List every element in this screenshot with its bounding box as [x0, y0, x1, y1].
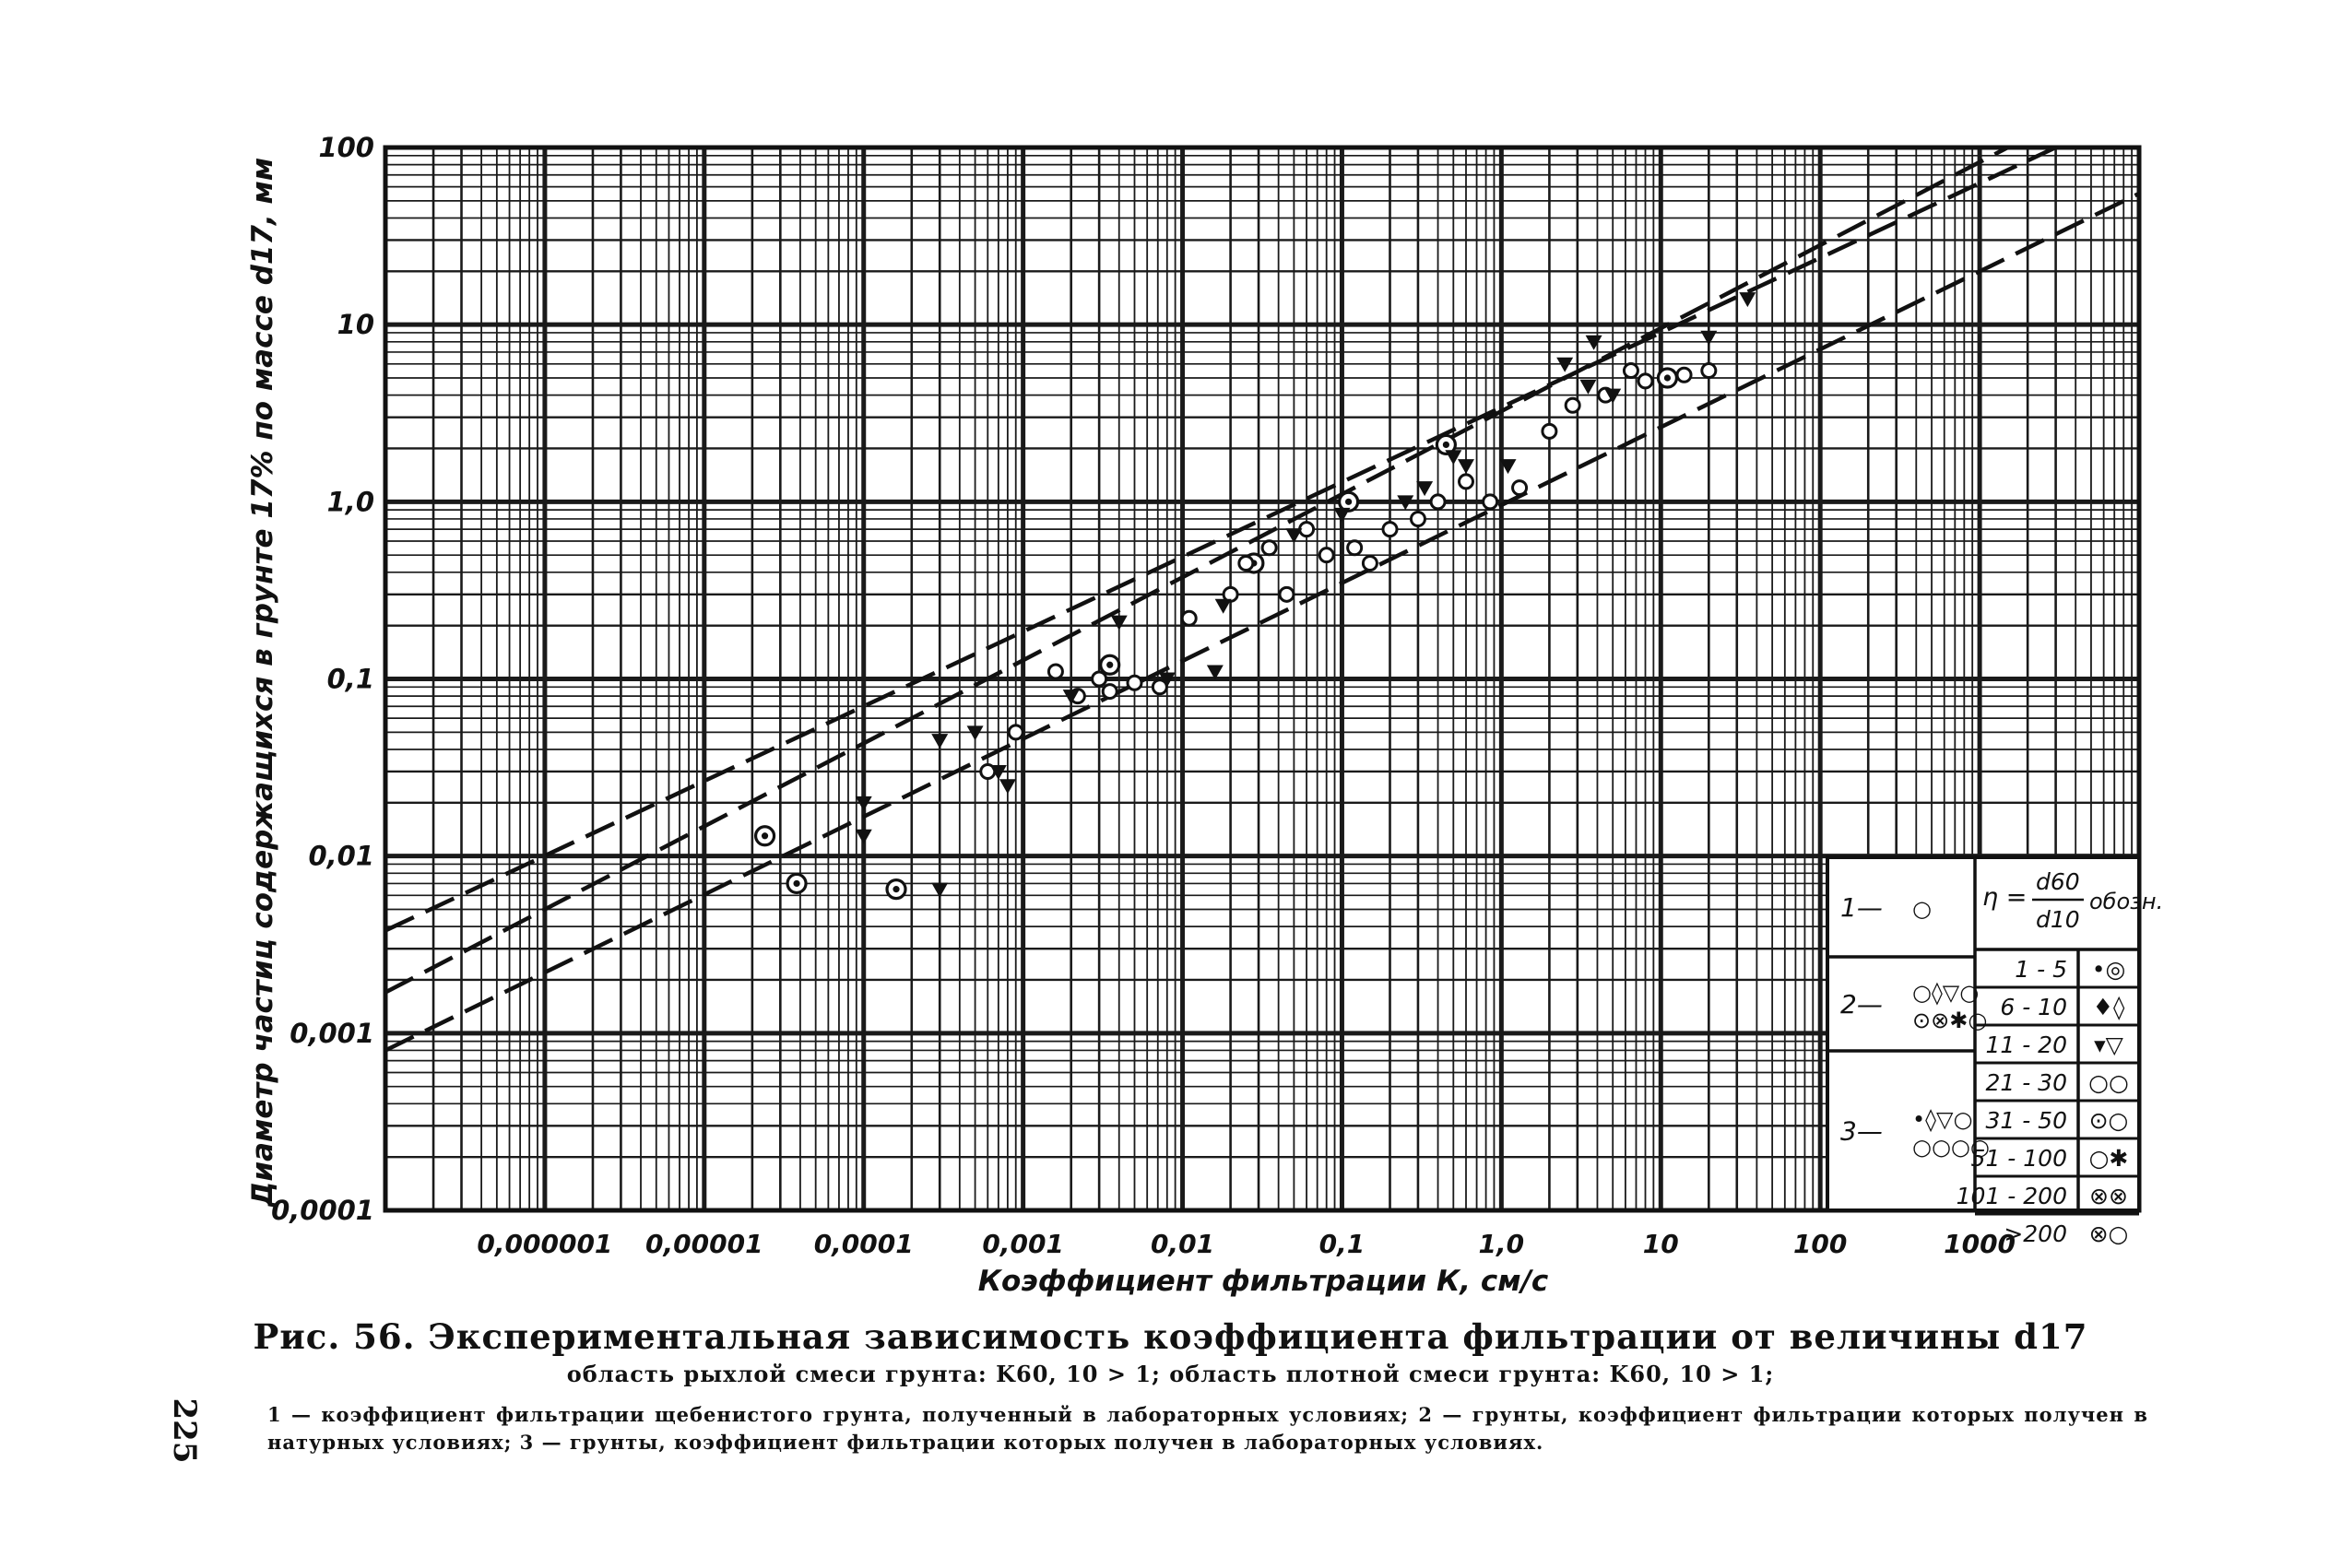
figure-caption-notes: 1 — коэффициент фильтрации щебенистого грунта, полученный в лабораторных условиях; 2 — грунты, коэффициент фильтрации которых получен в натурных условиях; 3 — грунты, коэффициент фильтрации которых получен в лабораторных условиях.: [267, 1403, 2148, 1454]
marker-circle: [1702, 364, 1716, 378]
legend-row-symbol: •◎: [2091, 956, 2126, 983]
marker-triangle: [967, 725, 984, 740]
marker-triangle: [1445, 450, 1461, 465]
marker-circle: [1543, 424, 1556, 438]
marker-dot: [1345, 499, 1352, 505]
page-number: 225: [166, 1397, 203, 1464]
data-point: [1556, 358, 1573, 372]
legend-group-markers: ○◊▽○: [1912, 980, 1980, 1006]
data-point: [1445, 450, 1461, 465]
marker-circle: [1460, 475, 1473, 489]
marker-circle: [1677, 368, 1691, 382]
data-point: [787, 874, 806, 892]
marker-circle: [1411, 512, 1425, 525]
data-point: [1579, 380, 1596, 395]
legend: [1827, 857, 2163, 1247]
legend-group-label: 1—: [1840, 892, 1883, 923]
legend-row-symbol: ○○: [2088, 1069, 2129, 1096]
y-tick-label: 0,1: [326, 663, 374, 695]
data-point: [1431, 495, 1445, 509]
legend-header-numerator: d60: [2036, 868, 2080, 895]
data-point: [1658, 369, 1676, 387]
legend-row-range: 6 - 10: [2000, 994, 2067, 1020]
x-tick-label: 0,000001: [477, 1229, 613, 1259]
x-tick-label: 0,00001: [645, 1229, 763, 1259]
marker-triangle: [856, 830, 872, 844]
marker-circle: [1262, 541, 1276, 555]
legend-group-markers: ⊙⊗✱○: [1912, 1008, 1988, 1033]
marker-dot: [1443, 442, 1449, 448]
marker-dot: [762, 832, 768, 839]
data-point: [1128, 676, 1141, 690]
data-point: [1638, 374, 1652, 388]
data-point: [887, 880, 905, 899]
y-tick-label: 0,0001: [271, 1195, 374, 1226]
marker-circle: [1182, 611, 1196, 625]
data-point: [1280, 587, 1294, 601]
marker-triangle: [1458, 459, 1474, 474]
y-tick-label: 0,01: [308, 840, 374, 872]
data-point: [1093, 672, 1106, 686]
data-point: [756, 827, 774, 845]
data-point: [1111, 616, 1128, 631]
marker-circle: [1431, 495, 1445, 509]
legend-row-range: 101 - 200: [1956, 1183, 2067, 1209]
data-point: [1363, 556, 1377, 570]
marker-circle: [1513, 481, 1527, 495]
figure-caption-title: Рис. 56. Экспериментальная зависимость коэффициента фильтрации от величины d17: [253, 1316, 2088, 1357]
legend-header-denominator: d10: [2036, 906, 2080, 933]
y-tick-label: 0,001: [290, 1017, 374, 1049]
marker-circle: [1128, 676, 1141, 690]
legend-row-symbol: ♦◊: [2092, 994, 2125, 1020]
legend-group-markers: ○○○○: [1912, 1134, 1990, 1161]
y-tick-label: 10: [337, 309, 374, 341]
x-tick-label: 1,0: [1478, 1229, 1525, 1259]
marker-circle: [1383, 523, 1397, 536]
marker-triangle: [1739, 292, 1756, 307]
figure-caption-subtitle: область рыхлой смеси грунта: K60, 10 > 1; область плотной смеси грунта: K60, 10 > 1;: [566, 1361, 1775, 1387]
marker-triangle: [1333, 508, 1350, 523]
legend-row-range: >200: [2004, 1220, 2067, 1247]
data-point: [1484, 495, 1497, 509]
legend-group-label: 2—: [1840, 989, 1883, 1020]
marker-circle: [1363, 556, 1377, 570]
data-point: [1101, 655, 1119, 674]
data-point: [1411, 512, 1425, 525]
marker-circle: [1093, 672, 1106, 686]
data-point: [1239, 556, 1253, 570]
legend-row-symbol: ⊗⊗: [2089, 1183, 2128, 1209]
legend-row-symbol: ▾▽: [2094, 1032, 2123, 1058]
marker-triangle: [1700, 331, 1717, 346]
data-point: [1182, 611, 1196, 625]
x-tick-label: 1000: [1944, 1229, 2016, 1259]
data-point: [1319, 548, 1333, 562]
marker-circle: [1239, 556, 1253, 570]
data-point: [1383, 523, 1397, 536]
data-point: [1103, 685, 1117, 699]
data-point: [1262, 541, 1276, 555]
y-tick-label: 1,0: [326, 486, 374, 518]
marker-circle: [1484, 495, 1497, 509]
legend-row-range: 51 - 100: [1970, 1145, 2067, 1172]
marker-dot: [1664, 374, 1671, 381]
marker-dot: [893, 886, 899, 892]
series-2: [981, 364, 1716, 779]
marker-circle: [1638, 374, 1652, 388]
marker-triangle: [1556, 358, 1573, 372]
marker-triangle: [1215, 599, 1232, 614]
data-point: [931, 734, 948, 749]
data-point: [1566, 398, 1579, 412]
marker-triangle: [1586, 336, 1602, 350]
data-point: [999, 779, 1016, 794]
marker-triangle: [999, 779, 1016, 794]
data-point: [1333, 508, 1350, 523]
marker-dot: [1106, 662, 1113, 668]
y-tick-label: 100: [318, 132, 374, 163]
legend-group-markers: ○: [1912, 896, 1932, 922]
marker-triangle: [931, 734, 948, 749]
data-point: [1624, 364, 1638, 378]
x-tick-label: 0,001: [982, 1229, 1064, 1259]
legend-row-symbol: ○✱: [2088, 1145, 2129, 1172]
legend-group-markers: •◊▽○: [1912, 1106, 1973, 1133]
legend-header-eta: η =: [1982, 883, 2028, 912]
legend-row-range: 1 - 5: [2015, 956, 2067, 983]
marker-circle: [1566, 398, 1579, 412]
legend-row-symbol: ⊙○: [2088, 1107, 2129, 1134]
data-point: [1739, 292, 1756, 307]
marker-circle: [1048, 665, 1062, 678]
legend-row-range: 11 - 20: [1985, 1032, 2067, 1058]
data-point: [1460, 475, 1473, 489]
data-point: [1700, 331, 1717, 346]
marker-circle: [1103, 685, 1117, 699]
data-point: [1009, 725, 1023, 739]
data-point: [1458, 459, 1474, 474]
marker-triangle: [1579, 380, 1596, 395]
marker-circle: [1348, 541, 1362, 555]
data-point: [1543, 424, 1556, 438]
data-point: [1677, 368, 1691, 382]
legend-row-range: 21 - 30: [1985, 1069, 2067, 1096]
legend-group-label: 3—: [1840, 1115, 1883, 1147]
data-point: [1215, 599, 1232, 614]
x-tick-label: 10: [1642, 1229, 1679, 1259]
x-tick-label: 100: [1792, 1229, 1848, 1259]
x-tick-label: 0,0001: [813, 1229, 914, 1259]
marker-circle: [1280, 587, 1294, 601]
data-point: [856, 830, 872, 844]
marker-circle: [1319, 548, 1333, 562]
data-point: [967, 725, 984, 740]
legend-row-symbol: ⊗○: [2088, 1220, 2129, 1247]
data-point: [1586, 336, 1602, 350]
x-tick-label: 0,01: [1150, 1229, 1215, 1259]
legend-row-range: 31 - 50: [1985, 1107, 2067, 1134]
marker-circle: [1009, 725, 1023, 739]
x-tick-label: 0,1: [1318, 1229, 1366, 1259]
data-point: [1348, 541, 1362, 555]
data-point: [1702, 364, 1716, 378]
x-axis-label: Коэффициент фильтрации К, см/с: [977, 1265, 1549, 1298]
marker-triangle: [1111, 616, 1128, 631]
y-axis-label: Диаметр частиц содержащихся в грунте 17% по массе d17, мм: [246, 157, 279, 1208]
reference-line-middle-trend: [385, 147, 2008, 993]
marker-circle: [1624, 364, 1638, 378]
data-point: [1513, 481, 1527, 495]
data-point: [1048, 665, 1062, 678]
legend-header-obozn: обозн.: [2089, 889, 2164, 914]
marker-dot: [793, 880, 799, 887]
